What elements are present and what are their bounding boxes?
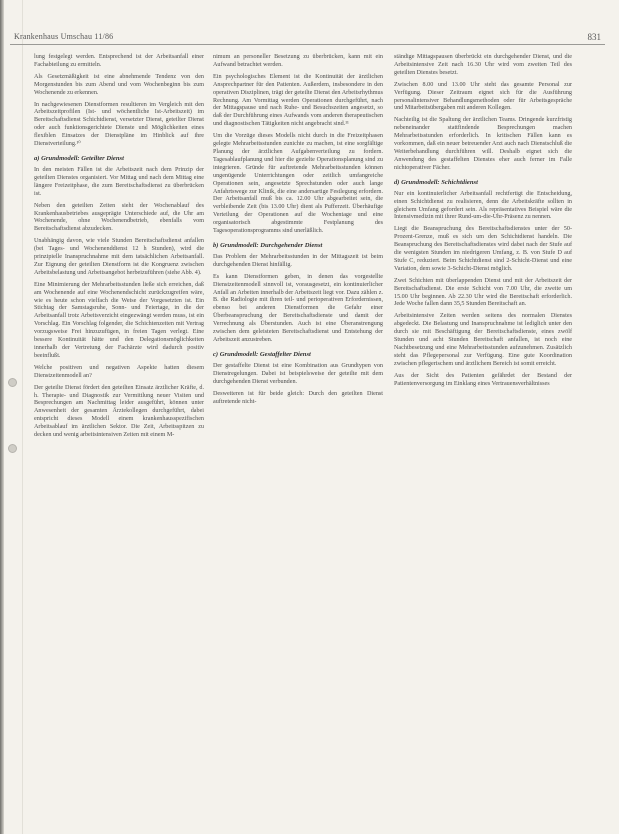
- body-paragraph: Ein psychologisches Element ist die Kontinuität der ärztlichen Ansprechpartner für den Patienten. Außerdem, insbesondere in den operativen Disziplinen, trägt der geteilte Dienst den Arbeitsrhythmus Rechnung. Am Vormittag werden Operationen durchgeführt, nach der Mittagspause und nach Ruhe- und Besuchszeiten angesetzt, so daß der Durchführung eines Aufwands vom anderen therapeutischen und diagnostischen Tätigkeiten nicht angebracht sind.¹¹: [213, 73, 383, 128]
- page-edge-shadow: [0, 0, 4, 834]
- text-column-middle: [213, 54, 383, 410]
- body-paragraph: Desweiteren ist für beide gleich: Durch den geteilten Dienst auftretende nicht-: [213, 390, 383, 405]
- section-heading: d) Grundmodell: Schichtdienst: [394, 178, 478, 186]
- section-heading: a) Grundmodell: Geteilter Dienst: [34, 154, 124, 162]
- body-paragraph: In den meisten Fällen ist die Arbeitszeit nach dem Prinzip der geteilten Dienstes organisiert. Vor Mittag und nach dem Mittag eine längere Freizeitphase, die zum Bereitschaftsdienst zu überbrücken ist.: [34, 166, 204, 197]
- body-paragraph: Als Gesetzmäßigkeit ist eine abnehmende Tendenz von den Morgenstunden bis zum Abend und vom Wochenbeginn bis zum Wochenende zu erkennen.: [34, 73, 204, 96]
- body-paragraph: Liegt die Beanspruchung des Bereitschaftsdienstes unter der 50-Prozent-Grenze, muß es sich um den Schichtdienst handeln. Die Beanspruchung des Bereitschaftsdienstes wird dabei nach der Stufe auf die wenigsten Stunden im niedrigeren Umfang, z. B. von Stufe D auf Stufe C, reduziert. Beim Schichtdienst sind 2-Schicht-Dienst und eine Variation, dem sowie 3-Schicht-Dienst möglich.: [394, 226, 572, 272]
- journal-title: Krankenhaus Umschau 11/86: [14, 32, 114, 41]
- body-paragraph: In nachgewiesenen Dienstformen resultieren im Vergleich mit den Arbeitszeitprofilen (Ist- und wöchentliche Ist-Arbeitszeit) im Bereitschaftsdienst Schichtdienst, versetzter Dienst, geteilter Dienst oder auch funktionsgerichtete Dienste und Möglichkeiten eines flexiblen Einsatzes der Dienstpläne im Hinblick auf ihre Dienstverteilung.¹⁰: [34, 101, 204, 148]
- text-column-left: [34, 54, 204, 444]
- body-paragraph: Das Problem der Mehrarbeitsstunden in der Mittagszeit ist beim durchgehenden Dienst hinfällig.: [213, 253, 383, 268]
- page-number: 831: [587, 32, 601, 42]
- page-fold-line: [22, 0, 23, 834]
- body-paragraph: nimum an personeller Besetzung zu überbrücken, kann mit ein Aufwand betrachtet werden.: [213, 54, 383, 68]
- body-paragraph: Aus der Sicht des Patienten gefährdet der Bestand der Patientenversorgung im Einklang eines Vertrauensverhältnisses: [394, 372, 572, 387]
- body-paragraph: Arbeitsintensive Zeiten werden seitens des normalen Dienstes abgedeckt. Die Belastung und Inanspruchnahme ist lediglich unter den durch sie mit Beschäftigung der Bereitschaftsdienste, eines zwölf Stunden und acht Stunden Bereitschaft anfallen, ist noch eine Nachtbesetzung und eine Mehrarbeitsstunden aufzunehmen. Zusätzlich steht das Pflegepersonal zur Verfügung. Eine gute Koordination zwischen pflegerischem und ärztlichem Bereich ist somit erreicht.: [394, 313, 572, 367]
- body-paragraph: Zwischen 8.00 und 13.00 Uhr steht das gesamte Personal zur Verfügung. Dieser Zeitraum eignet sich für die Ausführung personalintensiver Behandlungsmethoden oder für Arbeitsgespräche und Mitarbeitsübergaben mit anderen Kollegen.: [394, 81, 572, 112]
- body-paragraph: lung festgelegt werden. Entsprechend ist der Arbeitsanfall einer Fachabteilung zu ermitteln.: [34, 54, 204, 68]
- section-heading: b) Grundmodell: Durchgehender Dienst: [213, 241, 323, 249]
- body-paragraph: Es kann Dienstformen geben, in denen das vorgestellte Dienstzeitenmodell sinnvoll ist, vorausgesetzt, ein kontinuierlicher Anfall an Arbeiten innerhalb der Arbeitszeit liegt vor. Dazu zählen z. B. die Radiologie mit ihren teil- und perioperativen Erfordernissen, ebenso bei anderen Dienstformen die Gefahr einer Überbeanspruchung der Bereitschaftsdienste und damit der Verrechnung als Überstunden. Auch ist eine Überanstrengung zwischen dem geleisteten Bereitschaftsdienst und Entstehung der Arbeitszeit anzustreben.: [213, 273, 383, 343]
- body-paragraph: Der gestaffelte Dienst ist eine Kombination aus Grundtypen von Dienstregelungen. Dabei ist beispielsweise der geteilte mit dem durchgehenden Dienst verbunden.: [213, 362, 383, 385]
- body-paragraph: Unabhängig davon, wie viele Stunden Bereitschaftsdienst anfallen (bei Tages- und Wochenenddienst 12 h Stunden), wird die prinzipielle Inanspruchnahme mit dem tatsächlichen Arbeitsanfall. Zur Eignung der geteilten Dienstform ist die Kongruenz zwischen Arbeitsbelastung und Arbeitsangebot herbeizuführen (siehe Abb. 4).: [34, 238, 204, 276]
- body-paragraph: Zwei Schichten mit überlappenden Dienst und mit der Arbeitszeit der Bereitschaftsdienst. Die erste Schicht von 7.00 Uhr, die zweite um 15.00 Uhr beginnen. Ab 22.30 Uhr wird die Bereitschaft erforderlich. Jede Woche fallen dann 35,5 Stunden Bereitschaft an.: [394, 277, 572, 308]
- text-column-right: [394, 54, 572, 393]
- section-heading: c) Grundmodell: Gestaffelter Dienst: [213, 350, 311, 358]
- body-paragraph: Um die Vorzüge dieses Modells nicht durch in die Freizeitphasen gelegte Mehrarbeitsstunden zunichte zu machen, ist eine sorgfältige Planung der ärztlichen Aufgabenverteilung zu fordern. Tagesablaufplanung und hier die gezielte Operationsplanung sind zu integrieren. Gründe für auftretende Mehrarbeitsstunden können ungenügende Unterrichtungen oder zeitlich umfangreiche Operationen sein, angesetzte Sprechstunden oder auch lange Anfahrtswege zur Klinik, die eine andersartige Festlegung erfordern. Der Arbeitsanfall muß bis ca. 12.00 Uhr abgearbeitet sein, die verbleibende Zeit (bis 13.00 Uhr) dient als Pufferzeit. Überhäufige Verteilung der Operationen auf die Wochentage und eine organisatorisch abgestimmte Festplanung des Tagesoperationsprogramms sind unerläßlich.: [213, 133, 383, 235]
- body-paragraph: Nur ein kontinuierlicher Arbeitsanfall rechtfertigt die Entscheidung, einen Schichtdienst zu realisieren, denn die Arbeitskräfte sollten in gleichem Umfang gefordert sein. Als repräsentatives Beispiel wäre die Intensivmedizin mit ihrer Rund-um-die-Uhr-Präsenz zu nennen.: [394, 190, 572, 221]
- page-header: [0, 28, 619, 44]
- punch-hole-upper: [8, 378, 17, 387]
- header-rule: [10, 44, 605, 45]
- body-paragraph: Der geteilte Dienst fördert den geteilten Einsatz ärztlicher Kräfte, d. h. Therapie- und Diagnostik zur Vermittlung neuer Visiten und Besprechungen am Nachmittag leider ausgeführt, können unter Anwesenheit der gesamten Ärztekollegen durchgeführt, dabei entspricht dieses Modell einem krankenhausspezifischen Arbeitsablauf im ärztlichen Sektor. Die Zeit, Arbeitsspitzen zu decken und wenig arbeitsintensiven Zeiten mit einem M-: [34, 384, 204, 439]
- body-paragraph: Nachteilig ist die Spaltung der ärztlichen Teams. Dringende kurzfristig nebeneinander stattfindende Besprechungen machen Mehrarbeitsstunden erforderlich. In kritischen Fällen kann es vorkommen, daß ein neuer betreuender Arzt auch nach Dienstschluß die Weiterbehandlung durchführen will. Deshalb eignet sich die Anwendung des gestaffelten Dienstes eher auch ferner im Falle nichtoperativer Fächer.: [394, 117, 572, 171]
- punch-hole-lower: [8, 444, 17, 453]
- body-paragraph: Eine Minimierung der Mehrarbeitsstunden ließe sich erreichen, daß am Wochenende auf eine Wochenendschicht zurückzugreifen wäre, wie es heute schon vielfach die Weise der Vorgesetzten ist. Ein Stichtag der Samstagsruhe, Sonn- und Feiertage, in die der Arbeitsanfall trotz Arbeitsverzicht eingezwängt werden muss, ist ein Vorschlag. Ein Vorschlag folgender, die Schichtenzeiten mit Vertrag vorzugsweise Frei hinzuzufügen, in freien Tagen verlegt. Eine bessere Kontinuität hätte und den Delegationsmöglichkeiten innerhalb der Vertretung der Fachärzte wird dadurch positiv beeinflußt.: [34, 281, 204, 359]
- body-paragraph: ständige Mittagspausen überbrückt ein durchgehender Dienst, und die Arbeitsintensive Zeit nach 16.30 Uhr wird vom zweiten Teil des geteilten Dienstes besetzt.: [394, 54, 572, 76]
- body-paragraph: Welche positiven und negativen Aspekte hatten diesem Dienstzeitenmodell an?: [34, 364, 204, 379]
- body-paragraph: Neben den geteilten Zeiten sieht der Wochenablauf des Krankenhausbetriebes ausgeprägte Unterschiede auf, die Uhr am Wochenende, ohne Wochenendbetrieb, ebenfalls vom Bereitschaftsdienst abzudecken.: [34, 202, 204, 233]
